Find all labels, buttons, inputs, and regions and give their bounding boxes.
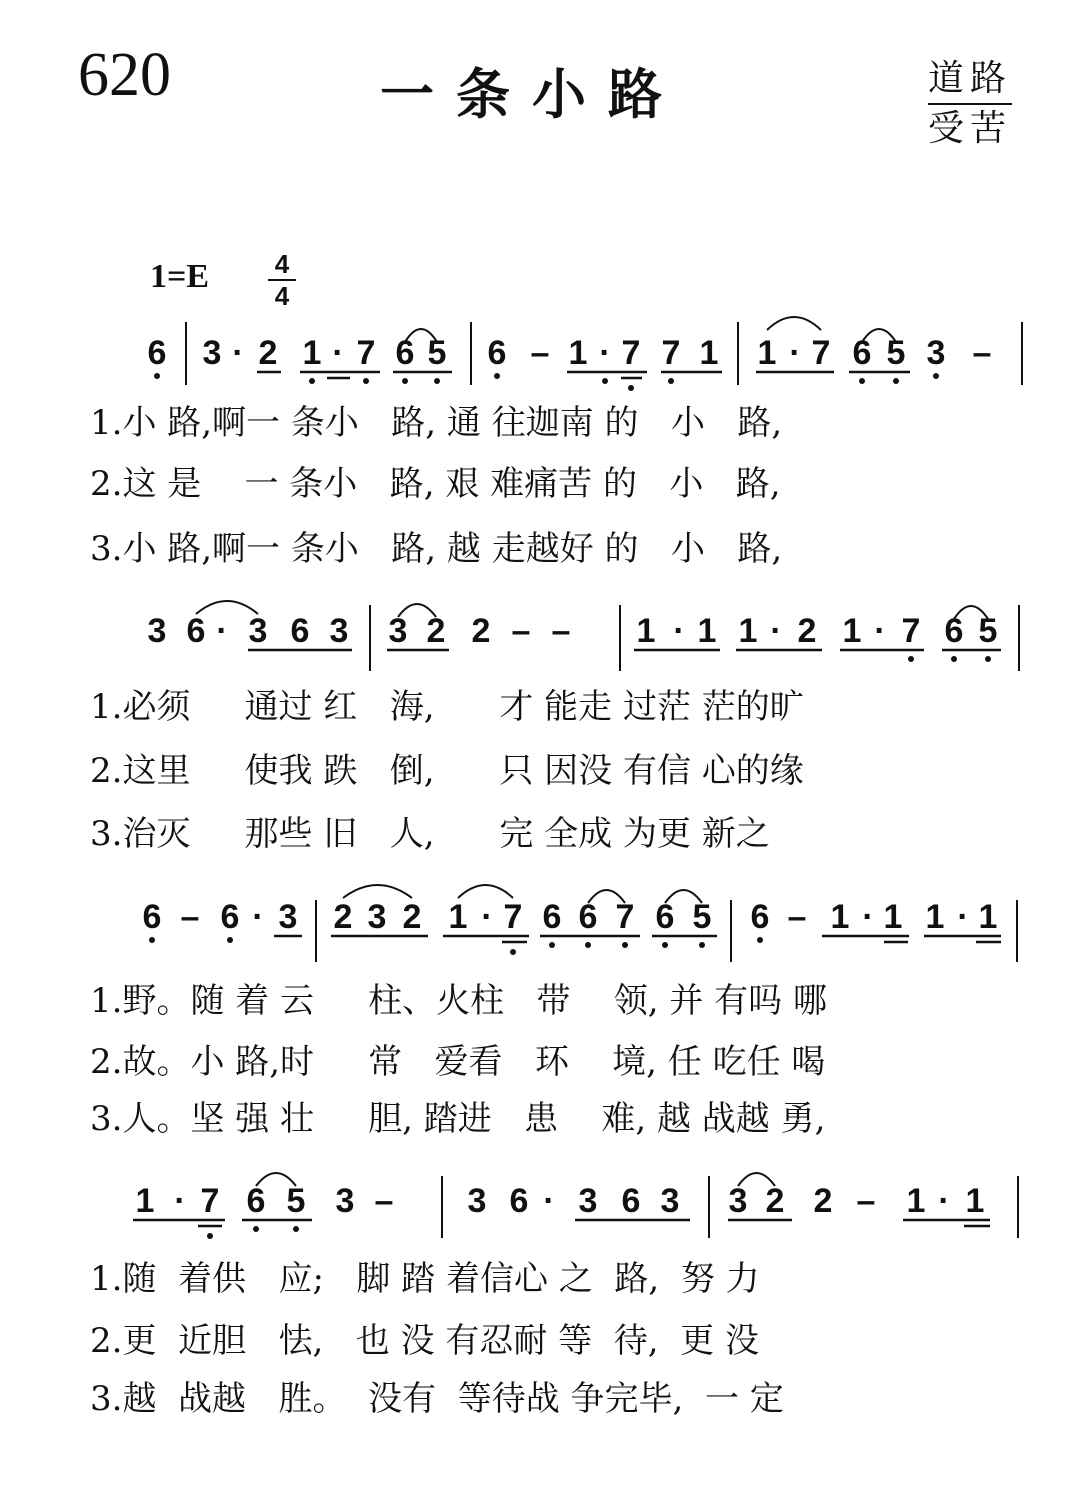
octave-dot xyxy=(985,656,991,662)
note: · xyxy=(481,898,493,936)
lyric-line: 3.小 路,啊一 条小 路, 越 走越好 的 小 路, xyxy=(90,529,783,569)
note: 6 xyxy=(509,1182,529,1220)
octave-dot xyxy=(622,942,628,948)
note: 6 xyxy=(147,334,167,372)
note: · xyxy=(957,898,969,936)
note: 5 xyxy=(692,898,712,936)
note: 1 xyxy=(830,898,850,936)
note: 1 xyxy=(757,334,777,372)
note: 2 xyxy=(797,612,817,650)
note: · xyxy=(789,334,801,372)
note: · xyxy=(874,612,886,650)
key-signature: 1=E xyxy=(150,258,210,295)
note: 1 xyxy=(448,898,468,936)
octave-dot xyxy=(908,656,914,662)
octave-dot xyxy=(309,378,315,384)
note: 6 xyxy=(395,334,415,372)
note: 7 xyxy=(901,612,921,650)
octave-dot xyxy=(494,373,500,379)
octave-dot xyxy=(510,949,516,955)
note: 1 xyxy=(699,334,719,372)
note: 2 xyxy=(813,1182,833,1220)
octave-dot xyxy=(757,937,763,943)
note: 6 xyxy=(944,612,964,650)
note: · xyxy=(216,612,228,650)
octave-dot xyxy=(951,656,957,662)
octave-dot xyxy=(859,378,865,384)
octave-dot xyxy=(585,942,591,948)
note: 3 xyxy=(329,612,349,650)
note: 7 xyxy=(621,334,641,372)
note: 1 xyxy=(697,612,717,650)
note: 6 xyxy=(542,898,562,936)
note: – xyxy=(374,1182,394,1220)
note: · xyxy=(252,898,264,936)
note: · xyxy=(938,1182,950,1220)
octave-dot xyxy=(662,942,668,948)
note: 3 xyxy=(202,334,222,372)
note: 6 xyxy=(655,898,675,936)
note: · xyxy=(599,334,611,372)
note: – xyxy=(856,1182,876,1220)
octave-dot xyxy=(893,378,899,384)
note: 1 xyxy=(636,612,656,650)
note: 1 xyxy=(568,334,588,372)
hymn-title: 一条小路 xyxy=(380,63,684,126)
note: 1 xyxy=(965,1182,985,1220)
note: 2 xyxy=(426,612,446,650)
octave-dot xyxy=(402,378,408,384)
note: 2 xyxy=(258,334,278,372)
note: 1 xyxy=(738,612,758,650)
note: 3 xyxy=(335,1182,355,1220)
note: 7 xyxy=(503,898,523,936)
note: 2 xyxy=(471,612,491,650)
note: 2 xyxy=(402,898,422,936)
slur xyxy=(343,885,412,898)
note: · xyxy=(332,334,344,372)
note: – xyxy=(530,334,550,372)
note: 3 xyxy=(467,1182,487,1220)
note: – xyxy=(511,612,531,650)
note: 7 xyxy=(615,898,635,936)
category-tag-2: 受苦 xyxy=(928,108,1013,149)
note: · xyxy=(174,1182,186,1220)
octave-dot xyxy=(699,942,705,948)
note: 7 xyxy=(200,1182,220,1220)
note: 3 xyxy=(367,898,387,936)
note: 3 xyxy=(660,1182,680,1220)
note: 6 xyxy=(220,898,240,936)
note: 5 xyxy=(427,334,447,372)
hymn-number: 620 xyxy=(78,41,171,109)
lyric-line: 2.这里 使我 跌 倒, 只 因没 有信 心的缘 xyxy=(90,751,804,791)
note: 1 xyxy=(978,898,998,936)
octave-dot xyxy=(293,1226,299,1232)
note: 7 xyxy=(661,334,681,372)
octave-dot xyxy=(207,1233,213,1239)
note: 6 xyxy=(142,898,162,936)
octave-dot xyxy=(668,378,674,384)
time-signature-bottom: 4 xyxy=(274,281,290,311)
lyric-line: 1.小 路,啊一 条小 路, 通 往迦南 的 小 路, xyxy=(90,403,783,443)
note: · xyxy=(543,1182,555,1220)
note: 3 xyxy=(926,334,946,372)
octave-dot xyxy=(149,937,155,943)
note: · xyxy=(862,898,874,936)
note: 2 xyxy=(333,898,353,936)
note: · xyxy=(770,612,782,650)
octave-dot xyxy=(933,373,939,379)
note: 1 xyxy=(135,1182,155,1220)
slur xyxy=(767,317,821,330)
note: 6 xyxy=(852,334,872,372)
time-signature-top: 4 xyxy=(274,249,290,279)
note: 3 xyxy=(147,612,167,650)
octave-dot xyxy=(227,937,233,943)
note: · xyxy=(673,612,685,650)
lyric-line: 2.这 是 一 条小 路, 艰 难痛苦 的 小 路, xyxy=(90,464,781,504)
lyric-line: 1.野。随 着 云 柱、火柱 带 领, 并 有吗 哪 xyxy=(90,981,827,1021)
note: – xyxy=(787,898,807,936)
note: 7 xyxy=(811,334,831,372)
lyric-line: 1.必须 通过 红 海, 才 能走 过茫 茫的旷 xyxy=(90,687,804,727)
octave-dot xyxy=(253,1226,259,1232)
note: 3 xyxy=(278,898,298,936)
note: 6 xyxy=(487,334,507,372)
note: 3 xyxy=(388,612,408,650)
note: 6 xyxy=(186,612,206,650)
lyric-line: 3.治灭 那些 旧 人, 完 全成 为更 新之 xyxy=(90,814,770,854)
note: 5 xyxy=(886,334,906,372)
note: 5 xyxy=(978,612,998,650)
note: 3 xyxy=(728,1182,748,1220)
octave-dot xyxy=(434,378,440,384)
category-tag-1: 道路 xyxy=(928,50,1012,105)
note: 6 xyxy=(290,612,310,650)
note: 6 xyxy=(578,898,598,936)
octave-dot xyxy=(154,373,160,379)
note: 3 xyxy=(248,612,268,650)
note: 1 xyxy=(925,898,945,936)
note: 3 xyxy=(578,1182,598,1220)
note: 1 xyxy=(883,898,903,936)
note: 6 xyxy=(750,898,770,936)
lyric-line: 3.越 战越 胜。 没有 等待战 争完毕, 一 定 xyxy=(90,1379,784,1419)
note: 6 xyxy=(246,1182,266,1220)
slur xyxy=(458,885,513,898)
note: 1 xyxy=(906,1182,926,1220)
note: 2 xyxy=(765,1182,785,1220)
octave-dot xyxy=(628,385,634,391)
note: 1 xyxy=(302,334,322,372)
note: 1 xyxy=(842,612,862,650)
lyric-line: 2.故。小 路,时 常 爱看 环 境, 任 吃任 喝 xyxy=(90,1042,826,1082)
note: 6 xyxy=(621,1182,641,1220)
octave-dot xyxy=(363,378,369,384)
lyric-line: 1.随 着供 应; 脚 踏 着信心 之 路, 努 力 xyxy=(90,1259,760,1299)
lyric-line: 3.人。坚 强 壮 胆, 踏进 患 难, 越 战越 勇, xyxy=(90,1099,826,1139)
octave-dot xyxy=(602,378,608,384)
note: · xyxy=(232,334,244,372)
lyric-line: 2.更 近胆 怯, 也 没 有忍耐 等 待, 更 没 xyxy=(90,1321,759,1361)
note: – xyxy=(972,334,992,372)
note: – xyxy=(180,898,200,936)
note: 5 xyxy=(286,1182,306,1220)
octave-dot xyxy=(549,942,555,948)
note: – xyxy=(551,612,571,650)
note: 7 xyxy=(356,334,376,372)
